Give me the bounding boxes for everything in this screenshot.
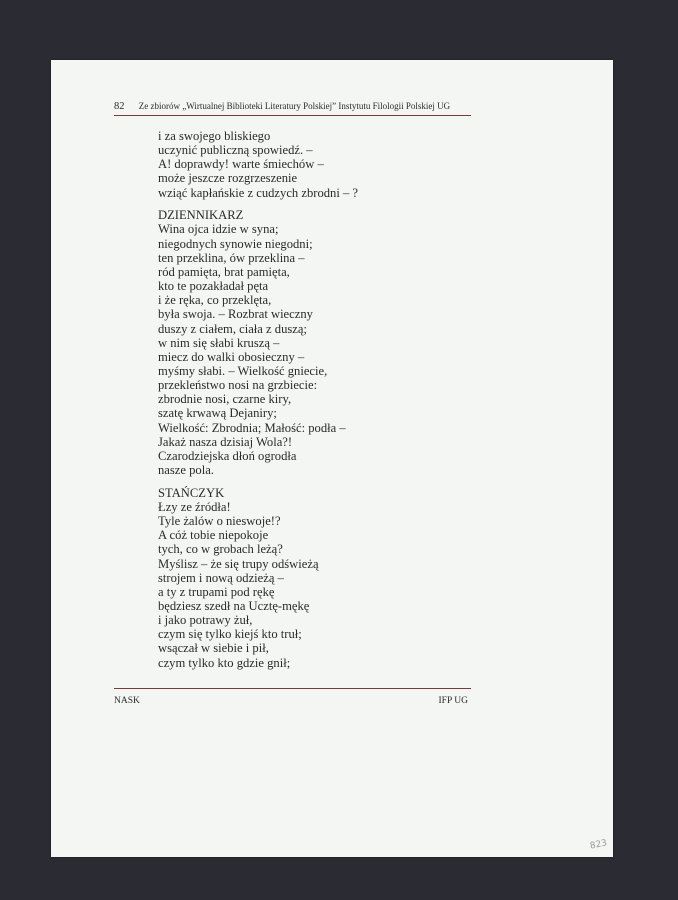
running-header [114,101,469,112]
verse-line: szatę krwawą Dejaniry; [158,406,277,421]
footer-right-label: IFP UG [438,696,468,706]
verse-line: Wielkość: Zbrodnia; Małość: podła – [158,420,346,435]
verse-line: niegodnych synowie niegodni; [158,236,313,251]
verse-line: czym tylko kto gdzie gnił; [158,655,291,670]
verse-line: Łzy ze źródła! [158,499,231,514]
verse-line: duszy z ciałem, ciała z duszą; [158,321,307,336]
page-number: 82 [114,101,125,112]
verse-line: Myślisz – że się trupy odświeżą [158,556,319,571]
header-rule [114,115,471,116]
verse-line: zbrodnie nosi, czarne kiry, [158,392,292,407]
verse-line: A cóż tobie niepokoje [158,528,269,543]
verse-line: będziesz szedł na Ucztę-mękę [158,599,310,613]
verse-line: ten przeklina, ów przeklina – [158,250,305,265]
verse-line: ród pamięta, brat pamięta, [158,264,290,279]
verse-line: myśmy słabi. – Wielkość gniecie, [158,364,328,378]
footer-rule [114,688,471,689]
verse-line: Wina ojca idzie w syna; [158,222,279,237]
footer-left-label: NASK [114,696,140,706]
verse-line: wsączał w siebie i pił, [158,641,269,656]
verse-line: i jako potrawy żuł, [158,613,253,628]
stanza [158,129,358,200]
verse-line: miecz do walki obosieczny – [158,349,305,364]
verse-line: Czarodziejska dłoń ogrodła [158,448,297,463]
verse-line: strojem i nową odzieżą – [158,570,284,585]
verse-line: była swoja. – Rozbrat wieczny [158,307,313,322]
verse-line: może jeszcze rozgrzeszenie [158,171,298,186]
verse-line: nasze pola. [158,463,214,478]
verse-line: kto te pozakładał pęta [158,279,269,294]
verse-line: i że ręka, co przeklęta, [158,293,272,308]
verse-line: Tyle żalów o nieswoje!? [158,514,281,529]
verse-line: uczynić publiczną spowiedź. – [158,143,313,158]
verse-line: przekleństwo nosi na grzbiecie: [158,378,318,393]
document-page [51,60,613,857]
verse-line: w nim się słabi kruszą – [158,335,280,350]
verse-line: Jakaż nasza dzisiaj Wola?! [158,434,293,449]
stanza [158,486,358,670]
poem-text [158,129,358,670]
stanza [158,208,358,477]
verse-line: a ty z trupami pod rękę [158,584,275,599]
source-note: Ze zbiorów „Wirtualnej Biblioteki Literatury Polskiej” Instytutu Filologii Polskiej UG [138,101,451,111]
verse-line: czym się tylko kiejś kto truł; [158,627,302,642]
pencil-annotation: 823 [589,838,609,852]
speaker-name: DZIENNIKARZ [158,208,244,223]
verse-line: i za swojego bliskiego [158,129,271,143]
verse-line: A! doprawdy! warte śmiechów – [158,157,324,172]
speaker-name: STAŃCZYK [158,485,225,500]
verse-line: tych, co w grobach leżą? [158,542,283,557]
verse-line: wziąć kapłańskie z cudzych zbrodni – ? [158,185,359,200]
